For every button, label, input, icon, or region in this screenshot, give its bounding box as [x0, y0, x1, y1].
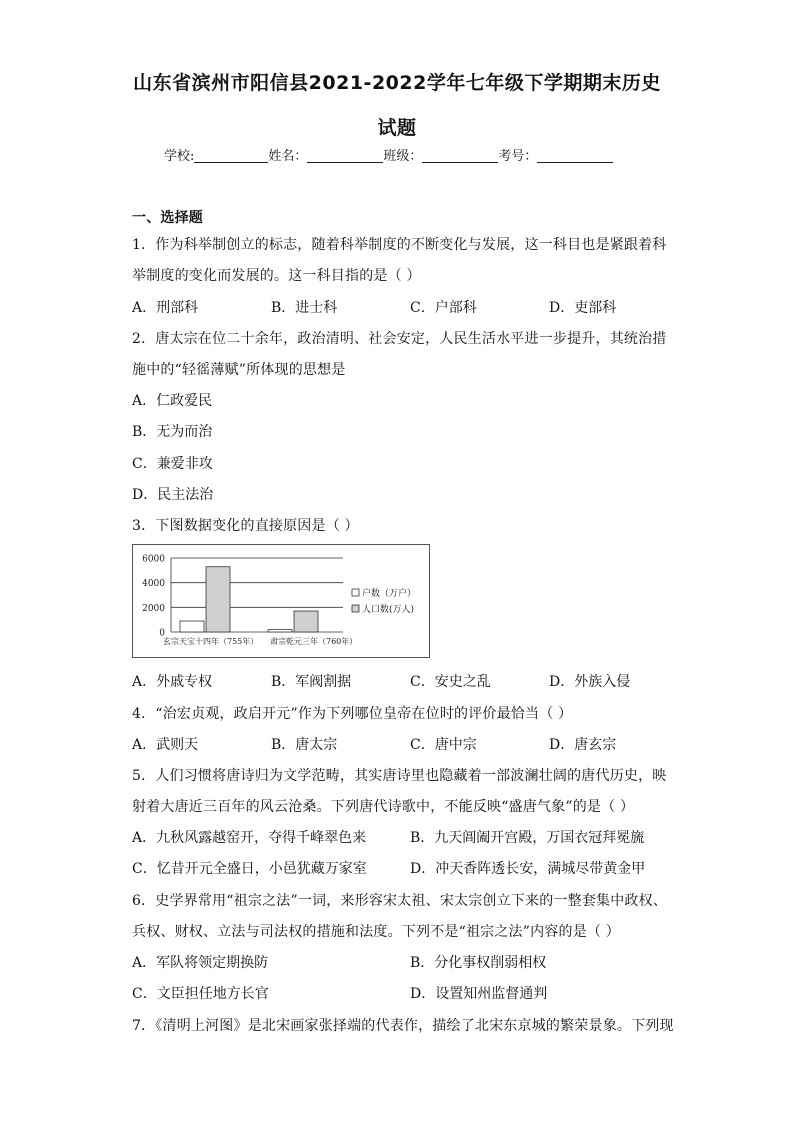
exam-title-line1: 山东省滨州市阳信县2021-2022学年七年级下学期期末历史 [133, 72, 661, 94]
q2-option-c[interactable]: C．兼爱非攻 [132, 456, 213, 472]
q7-line1: 7．《清明上河图》是北宋画家张择端的代表作，描绘了北宋东京城的繁荣景象。下列现 [132, 1018, 674, 1034]
q6-option-b[interactable]: B．分化事权削弱相权 [410, 955, 547, 971]
population-chart [132, 544, 430, 658]
y-tick-label: 2000 [142, 603, 165, 614]
q3-option-d[interactable]: D．外族入侵 [549, 674, 631, 690]
class-label: 班级： [383, 149, 423, 164]
q4-option-c[interactable]: C．唐中宗 [410, 737, 477, 753]
bar-population-1 [294, 611, 318, 632]
q6-option-d[interactable]: D．设置知州监督通判 [410, 986, 548, 1002]
q4-line1: 4．“治宏贞观，政启开元”作为下列哪位皇帝在位时的评价最恰当（ ） [132, 706, 573, 722]
school-blank[interactable] [194, 148, 268, 163]
q1-line1: 1．作为科举制创立的标志，随着科举制度的不断变化与发展，这一科目也是紧跟着科 [132, 237, 667, 253]
q3-option-a[interactable]: A．外戚专权 [132, 674, 213, 690]
q4-option-b[interactable]: B．唐太宗 [271, 737, 338, 753]
q3-option-c[interactable]: C．安史之乱 [410, 674, 491, 690]
bar-households-0 [180, 621, 204, 632]
q5-line1: 5．人们习惯将唐诗归为文学范畴，其实唐诗里也隐藏着一部波澜壮阔的唐代历史，映 [132, 768, 667, 784]
q2-option-a[interactable]: A．仁政爱民 [132, 393, 213, 409]
q6-option-c[interactable]: C．文臣担任地方长官 [132, 986, 269, 1002]
y-tick-label: 0 [159, 628, 165, 639]
q1-line2: 举制度的变化而发展的。这一科目指的是（ ） [132, 268, 421, 284]
q2-line1: 2．唐太宗在位二十余年，政治清明、社会安定，人民生活水平进一步提升，其统治措 [132, 331, 667, 347]
q6-line2: 兵权、财权、立法与司法权的措施和法度。下列不是“祖宗之法”内容的是（ ） [132, 924, 620, 940]
y-tick-label: 6000 [142, 554, 165, 565]
q1-option-b[interactable]: B．进士科 [271, 300, 338, 316]
q3-option-b[interactable]: B．军阀割据 [271, 674, 352, 690]
q4-option-a[interactable]: A．武则天 [132, 737, 199, 753]
q5-option-c[interactable]: C．忆昔开元全盛日，小邑犹藏万家室 [132, 861, 367, 877]
q5-option-d[interactable]: D．冲天香阵透长安，满城尽带黄金甲 [410, 861, 646, 877]
exam-title-line2: 试题 [377, 117, 417, 139]
legend-label: 人口数(万人) [362, 605, 415, 615]
name-label: 姓名： [268, 149, 308, 164]
exam-no-blank[interactable] [537, 148, 613, 163]
section-title: 一、选择题 [132, 210, 203, 226]
bar-population-0 [206, 567, 230, 632]
q2-option-b[interactable]: B．无为而治 [132, 424, 213, 440]
q6-line1: 6．史学界常用“祖宗之法”一词，来形容宋太祖、宋太宗创立下来的一整套集中政权、 [132, 893, 668, 909]
q5-option-a[interactable]: A．九秋风露越窑开，夺得千峰翠色来 [132, 830, 367, 846]
q2-option-d[interactable]: D．民主法治 [132, 487, 214, 503]
legend-label: 户数（万户） [362, 589, 417, 599]
exam-no-label: 考号： [498, 149, 538, 164]
x-category-label: 玄宗天宝十四年（755年） [163, 637, 259, 646]
y-tick-label: 4000 [142, 579, 165, 590]
q3-line1: 3．下图数据变化的直接原因是（ ） [132, 518, 359, 534]
class-blank[interactable] [422, 148, 498, 163]
student-info-row [164, 145, 613, 164]
x-category-label: 肃宗乾元三年（760年） [270, 637, 358, 646]
q1-option-d[interactable]: D．吏部科 [549, 300, 617, 316]
bar-households-1 [268, 630, 292, 632]
q6-option-a[interactable]: A．军队将领定期换防 [132, 955, 269, 971]
q4-option-d[interactable]: D．唐玄宗 [549, 737, 617, 753]
q5-line2: 射着大唐近三百年的风云沧桑。下列唐代诗歌中，不能反映“盛唐气象”的是（ ） [132, 799, 635, 815]
q1-option-a[interactable]: A．刑部科 [132, 300, 199, 316]
legend-swatch [352, 589, 359, 596]
legend-swatch [352, 605, 359, 612]
chart-svg [133, 545, 429, 657]
q5-option-b[interactable]: B．九天阊阖开宫殿，万国衣冠拜冕旒 [410, 830, 645, 846]
q1-option-c[interactable]: C．户部科 [410, 300, 477, 316]
name-blank[interactable] [307, 148, 383, 163]
q2-line2: 施中的“轻徭薄赋”所体现的思想是 [132, 362, 346, 378]
school-label: 学校: [164, 149, 195, 164]
